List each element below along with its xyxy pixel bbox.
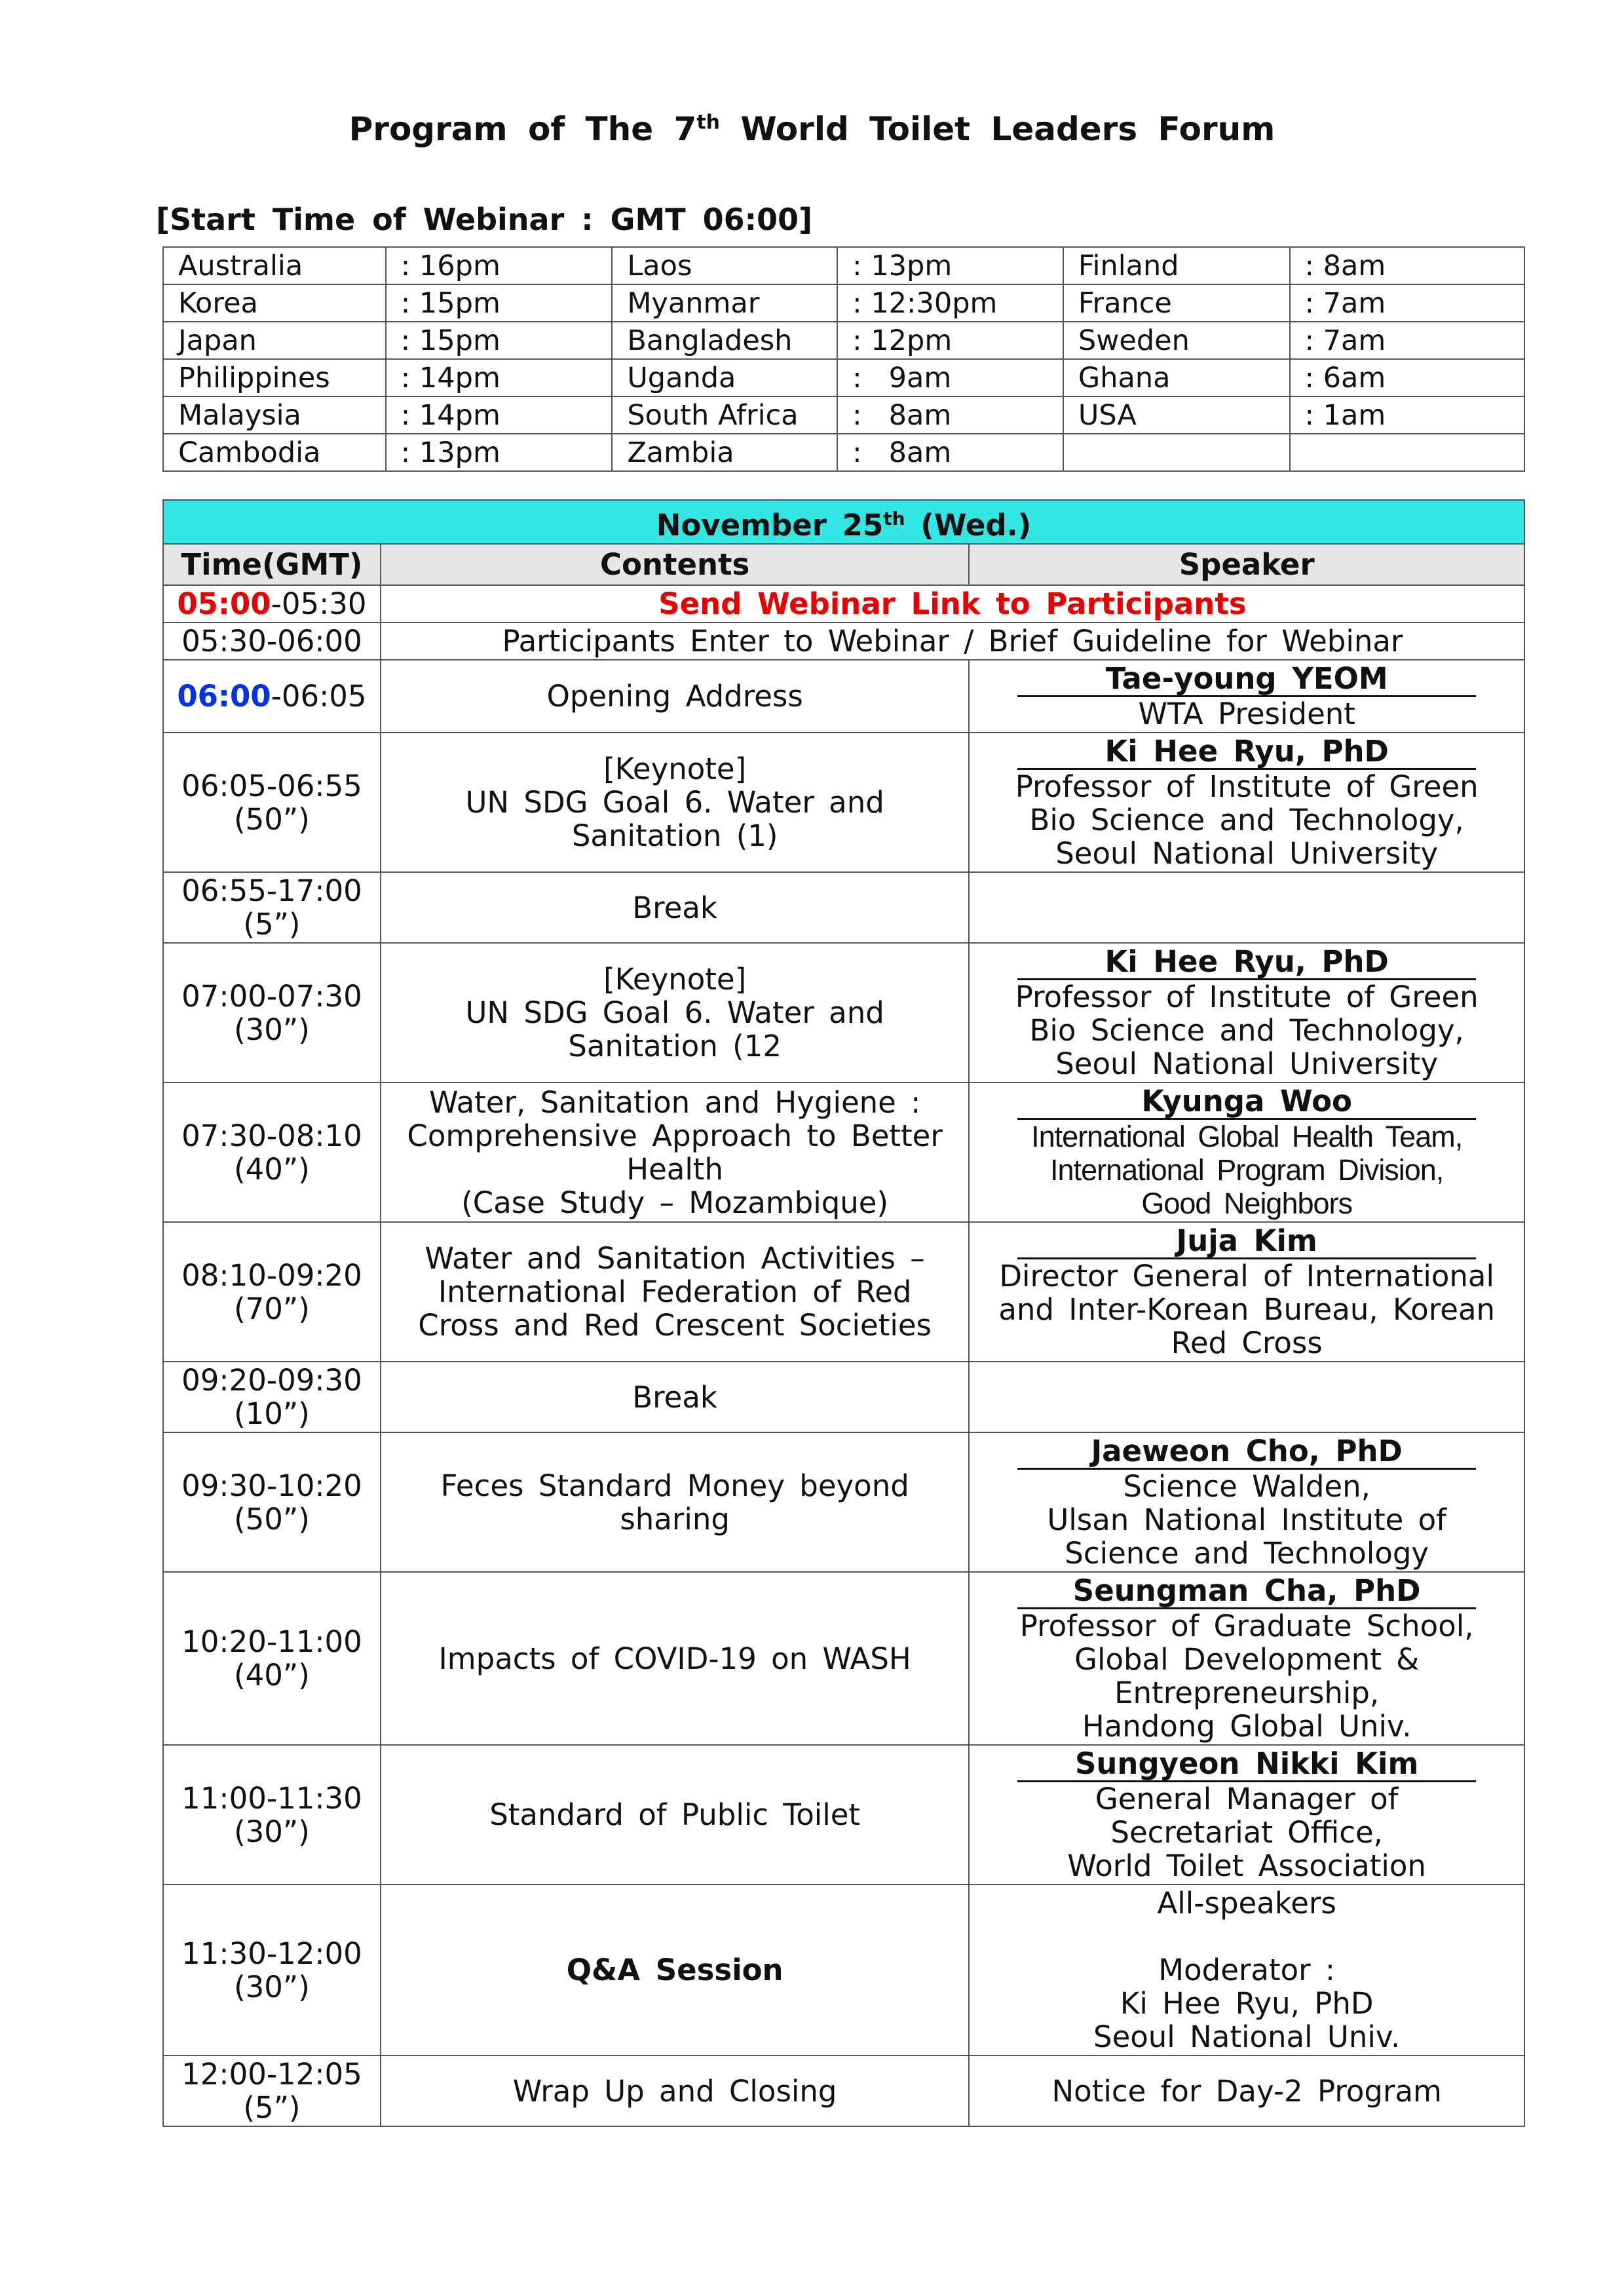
timezone-time: : 7am xyxy=(1290,284,1525,322)
speaker-name: Seungman Cha, PhD xyxy=(1017,1574,1476,1609)
span-cell: Send Webinar Link to Participants xyxy=(381,585,1524,622)
timezone-country: Laos xyxy=(612,247,837,284)
timezone-row xyxy=(163,284,1524,322)
timezone-table xyxy=(162,246,1525,472)
timezone-time: : 12pm xyxy=(837,322,1063,359)
day-header: November 25th (Wed.) xyxy=(163,500,1524,544)
speaker-cell xyxy=(969,2056,1524,2126)
time-start: 05:00 xyxy=(177,586,271,621)
program-row xyxy=(163,1082,1524,1222)
time-cell: 09:20-09:30 (10”) xyxy=(163,1362,381,1432)
speaker-name: Ki Hee Ryu, PhD xyxy=(1017,735,1476,770)
program-row xyxy=(163,943,1524,1082)
speaker-name: Jaeweon Cho, PhD xyxy=(1017,1434,1476,1470)
timezone-row xyxy=(163,396,1524,434)
program-row xyxy=(163,1885,1524,2056)
timezone-country: France xyxy=(1063,284,1290,322)
speaker-affiliation: Professor of Institute of Green Bio Science and Technology, Seoul National University xyxy=(1015,769,1479,871)
timezone-country: Uganda xyxy=(612,359,837,396)
timezone-time: : 8am xyxy=(837,434,1063,471)
speaker-name: Tae-young YEOM xyxy=(1017,662,1476,697)
timezone-country: Myanmar xyxy=(612,284,837,322)
col-speaker-header: Speaker xyxy=(969,544,1524,585)
contents-cell: Opening Address xyxy=(381,660,969,733)
program-row xyxy=(163,1432,1524,1572)
speaker-affiliation: General Manager of Secretariat Office, World Toilet Association xyxy=(1067,1782,1426,1883)
contents-cell: Impacts of COVID-19 on WASH xyxy=(381,1572,969,1745)
timezone-time: : 13pm xyxy=(386,434,613,471)
timezone-time: : 12:30pm xyxy=(837,284,1063,322)
program-row xyxy=(163,660,1524,733)
time-cell: 08:10-09:20 (70”) xyxy=(163,1222,381,1362)
program-row xyxy=(163,1572,1524,1745)
col-time-header: Time(GMT) xyxy=(163,544,381,585)
time-cell: 06:05-06:55 (50”) xyxy=(163,733,381,872)
time-cell: 06:55-17:00 (5”) xyxy=(163,872,381,943)
program-row xyxy=(163,1362,1524,1432)
webinar-start-time: [Start Time of Webinar : GMT 06:00] xyxy=(156,202,813,237)
timezone-time: : 9am xyxy=(837,359,1063,396)
speaker-affiliation: Notice for Day-2 Program xyxy=(1051,2073,1442,2109)
timezone-country: Zambia xyxy=(612,434,837,471)
speaker-cell xyxy=(969,1082,1524,1222)
time-cell: 07:30-08:10 (40”) xyxy=(163,1082,381,1222)
program-row xyxy=(163,1222,1524,1362)
contents-cell: Q&A Session xyxy=(381,1885,969,2056)
timezone-country: South Africa xyxy=(612,396,837,434)
timezone-row xyxy=(163,434,1524,471)
speaker-affiliation: International Global Health Team, International Program Division, Good Neighbors xyxy=(1031,1120,1463,1220)
timezone-row xyxy=(163,247,1524,284)
timezone-time: : 7am xyxy=(1290,322,1525,359)
speaker-affiliation: WTA President xyxy=(1138,697,1355,731)
speaker-cell xyxy=(969,660,1524,733)
speaker-affiliation: Professor of Institute of Green Bio Science and Technology, Seoul National University xyxy=(1015,980,1479,1081)
speaker-name: Kyunga Woo xyxy=(1017,1084,1476,1120)
speaker-affiliation: All-speakers Moderator : Ki Hee Ryu, PhD Seoul National Univ. xyxy=(1093,1886,1401,2054)
timezone-time: : 14pm xyxy=(386,359,613,396)
program-row xyxy=(163,1745,1524,1885)
timezone-time: : 14pm xyxy=(386,396,613,434)
time-start: 06:00 xyxy=(177,679,271,714)
time-cell: 07:00-07:30 (30”) xyxy=(163,943,381,1082)
time-cell: 09:30-10:20 (50”) xyxy=(163,1432,381,1572)
timezone-country: Philippines xyxy=(163,359,386,396)
timezone-time: : 15pm xyxy=(386,322,613,359)
page-title: Program of The 7th World Toilet Leaders Forum xyxy=(349,110,1275,148)
speaker-name: Sungyeon Nikki Kim xyxy=(1017,1747,1476,1782)
time-cell: 11:30-12:00 (30”) xyxy=(163,1885,381,2056)
speaker-cell xyxy=(969,943,1524,1082)
timezone-row xyxy=(163,359,1524,396)
timezone-country: Bangladesh xyxy=(612,322,837,359)
timezone-time: : 6am xyxy=(1290,359,1525,396)
contents-cell: Water and Sanitation Activities – International Federation of Red Cross and Red Crescent Societies xyxy=(381,1222,969,1362)
timezone-time: : 16pm xyxy=(386,247,613,284)
time-cell: 11:00-11:30 (30”) xyxy=(163,1745,381,1885)
speaker-affiliation: Professor of Graduate School, Global Development & Entrepreneurship, Handong Global Univ. xyxy=(1019,1609,1474,1744)
contents-cell: [Keynote] UN SDG Goal 6. Water and Sanitation (1) xyxy=(381,733,969,872)
speaker-cell xyxy=(969,1432,1524,1572)
contents-cell: Feces Standard Money beyond sharing xyxy=(381,1432,969,1572)
contents-cell: [Keynote] UN SDG Goal 6. Water and Sanitation (12 xyxy=(381,943,969,1082)
speaker-cell xyxy=(969,872,1524,943)
program-row xyxy=(163,2056,1524,2126)
time-cell: 10:20-11:00 (40”) xyxy=(163,1572,381,1745)
speaker-cell xyxy=(969,1745,1524,1885)
program-table xyxy=(162,499,1525,2127)
timezone-time: : 1am xyxy=(1290,396,1525,434)
timezone-time: : 15pm xyxy=(386,284,613,322)
speaker-name: Ki Hee Ryu, PhD xyxy=(1017,945,1476,980)
col-contents-header: Contents xyxy=(381,544,969,585)
speaker-cell xyxy=(969,1885,1524,2056)
timezone-country: Ghana xyxy=(1063,359,1290,396)
timezone-row xyxy=(163,322,1524,359)
span-cell: Participants Enter to Webinar / Brief Guideline for Webinar xyxy=(381,622,1524,660)
program-row xyxy=(163,622,1524,660)
time-cell: 05:30-06:00 xyxy=(163,622,381,660)
timezone-country: Korea xyxy=(163,284,386,322)
speaker-cell xyxy=(969,1572,1524,1745)
timezone-time: : 13pm xyxy=(837,247,1063,284)
contents-cell: Standard of Public Toilet xyxy=(381,1745,969,1885)
time-cell: 06:00-06:05 xyxy=(163,660,381,733)
program-row xyxy=(163,733,1524,872)
speaker-affiliation: Science Walden, Ulsan National Institute of Science and Technology xyxy=(1047,1469,1447,1571)
timezone-country xyxy=(1063,434,1290,471)
time-cell: 05:00-05:30 xyxy=(163,585,381,622)
timezone-country: Sweden xyxy=(1063,322,1290,359)
timezone-country: USA xyxy=(1063,396,1290,434)
time-cell: 12:00-12:05 (5”) xyxy=(163,2056,381,2126)
speaker-name: Juja Kim xyxy=(1017,1224,1476,1259)
program-row xyxy=(163,585,1524,622)
timezone-country: Australia xyxy=(163,247,386,284)
contents-cell: Break xyxy=(381,1362,969,1432)
contents-cell: Wrap Up and Closing xyxy=(381,2056,969,2126)
contents-cell: Break xyxy=(381,872,969,943)
speaker-cell xyxy=(969,733,1524,872)
timezone-country: Cambodia xyxy=(163,434,386,471)
program-row xyxy=(163,872,1524,943)
timezone-country: Japan xyxy=(163,322,386,359)
timezone-country: Malaysia xyxy=(163,396,386,434)
speaker-cell xyxy=(969,1222,1524,1362)
timezone-country: Finland xyxy=(1063,247,1290,284)
timezone-time xyxy=(1290,434,1525,471)
timezone-time: : 8am xyxy=(837,396,1063,434)
contents-cell: Water, Sanitation and Hygiene : Comprehensive Approach to Better Health (Case Study – Mozambique) xyxy=(381,1082,969,1222)
speaker-affiliation: Director General of International and Inter-Korean Bureau, Korean Red Cross xyxy=(998,1259,1496,1360)
speaker-cell xyxy=(969,1362,1524,1432)
timezone-time: : 8am xyxy=(1290,247,1525,284)
